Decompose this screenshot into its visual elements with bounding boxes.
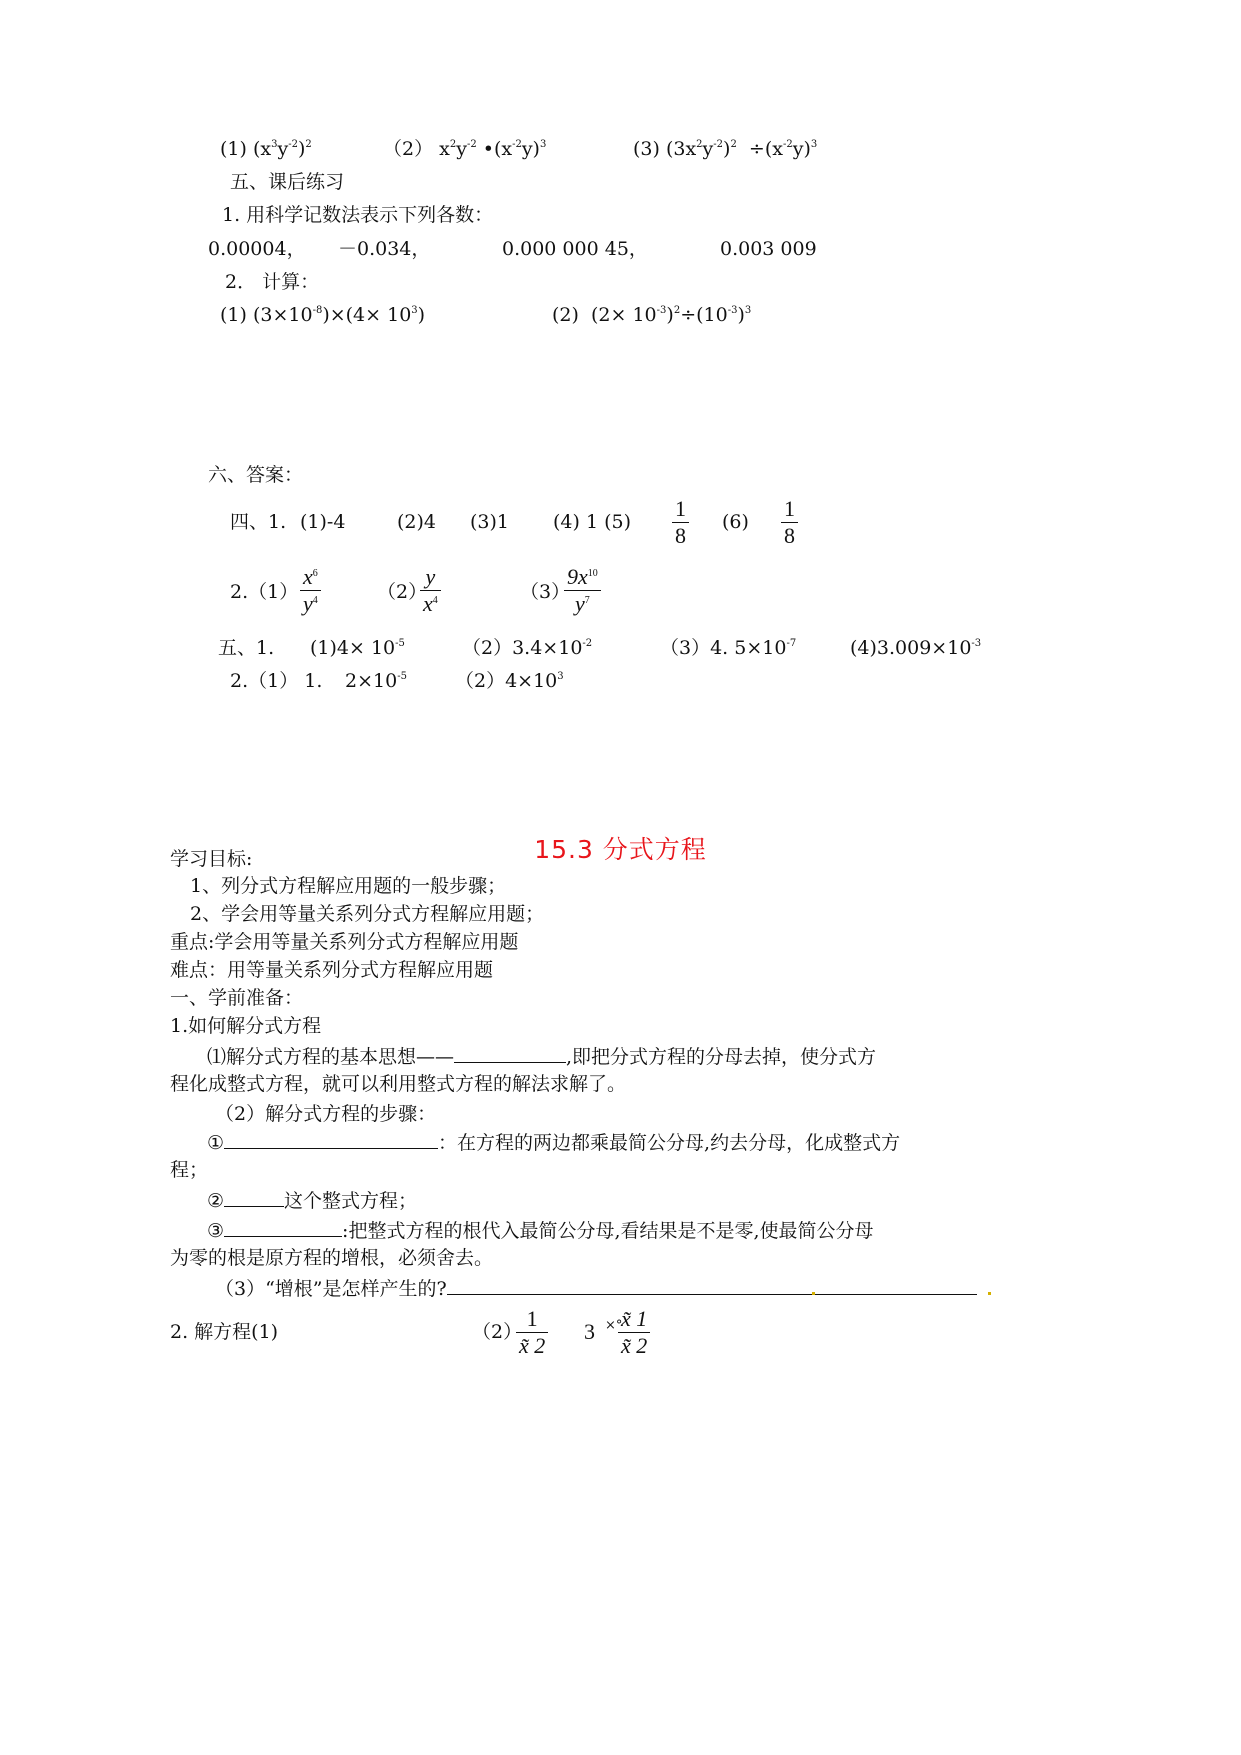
equation-operator-glyph: ×° xyxy=(605,1318,623,1333)
extraneous-root-blank[interactable] xyxy=(447,1276,977,1295)
step-3-blank[interactable] xyxy=(224,1218,342,1237)
prep-question-1: 1.如何解分式方程 xyxy=(170,1015,322,1037)
section-five-heading: 五、课后练习 xyxy=(230,171,345,193)
equation-fraction-right: $\frac{x̃ 1}{x̃ 2}$ xyxy=(618,1306,650,1359)
answer-row1-prefix: 四、1. xyxy=(230,511,287,533)
step-3-line: ③ :把整式方程的根代入最简公分母,看结果是不是零,使最简公分母 xyxy=(207,1220,874,1242)
solve-equation-1: 2. 解方程(1) xyxy=(170,1321,279,1343)
goal-1: 1、列分式方程解应用题的一般步骤； xyxy=(190,875,507,897)
yellow-mark-1 xyxy=(812,1292,815,1295)
answer-row4-a: $2\times 10^{-5}$ xyxy=(345,670,407,692)
step-3-continued: 为零的根是原方程的增根，必须舍去。 xyxy=(170,1247,494,1269)
answer-row2-b: （2） xyxy=(377,581,428,603)
answer-row4-prefix: 2.（1） 1. xyxy=(230,670,323,692)
key-point: 重点:学会用等量关系列分式方程解应用题 xyxy=(170,931,519,953)
equation-constant: 3 xyxy=(584,1319,595,1344)
answer-row3-a: $(1)4\times 10^{-5}$ xyxy=(310,637,405,659)
number-c: 0.000 000 45， xyxy=(502,238,648,260)
steps-heading: （2）解分式方程的步骤： xyxy=(215,1103,437,1125)
yellow-mark-2 xyxy=(988,1292,991,1295)
difficult-point: 难点：用等量关系列分式方程解应用题 xyxy=(170,959,494,981)
answer-row2-c: （3） xyxy=(520,581,571,603)
calc-1: (1) $(3\times 10^{-8})\times(4\times 10^3)$ xyxy=(220,304,426,326)
answer-row2-prefix: 2.（1） xyxy=(230,581,299,603)
answer-row4-b: $(2)4\times 10^3$ xyxy=(455,670,564,692)
solve-equation-2-label: （2） xyxy=(472,1321,523,1343)
fraction-x6-over-y4: $\frac{x^6}{y^4}$ xyxy=(300,564,321,617)
answer-row1-b: (2)4 xyxy=(397,511,437,533)
number-b: －0.034， xyxy=(338,238,431,260)
basic-idea-continued: 程化成整式方程，就可以利用整式方程的解法求解了。 xyxy=(170,1073,627,1095)
answers-heading: 六、答案： xyxy=(208,464,304,486)
answer-row3-d: $(4)3.009\times 10^{-3}$ xyxy=(850,637,982,659)
answer-row1-a: (1)-4 xyxy=(300,511,346,533)
prep-heading: 一、学前准备： xyxy=(170,987,304,1009)
step-2-line: ② 这个整式方程； xyxy=(207,1190,418,1212)
exercise-2-text: 2． 计算： xyxy=(225,271,320,293)
equation-fraction-left: $\frac{1}{x̃ 2}$ xyxy=(516,1306,548,1359)
fraction-one-eighth-a: $\frac{1}{8}$ xyxy=(672,496,689,549)
number-a: 0.00004， xyxy=(208,238,306,260)
step-1-blank[interactable] xyxy=(224,1130,438,1149)
step-2-blank[interactable] xyxy=(224,1188,284,1207)
exercise-1-text: 1. 用科学记数法表示下列各数： xyxy=(222,204,494,226)
number-d: 0.003 009 xyxy=(720,238,817,260)
fraction-one-eighth-b: $\frac{1}{8}$ xyxy=(781,496,798,549)
prev-problem-1: (1) $(x^3y^{-2})^2$ xyxy=(220,138,312,160)
step-1-continued: 程； xyxy=(170,1159,209,1181)
answer-row1-c: (3)1 xyxy=(470,511,510,533)
goals-heading: 学习目标: xyxy=(170,848,253,870)
extraneous-root-question: （3）“增根”是怎样产生的? xyxy=(215,1276,977,1301)
answer-row3-b: $(2)3.4\times 10^{-2}$ xyxy=(462,637,593,659)
prev-problem-3: (3) $(3x^2y^{-2})^2 \div(x^{-2}y)^3$ xyxy=(633,138,818,160)
fraction-y-over-x4: $\frac{y}{x^4}$ xyxy=(420,564,441,617)
basic-idea-blank[interactable] xyxy=(454,1044,566,1063)
fraction-9x10-over-y7: $\frac{9x^{10}}{y^7}$ xyxy=(564,564,601,617)
calc-2: (2) $(2\times 10^{-3})^2\div(10^{-3})^3$ xyxy=(552,304,752,326)
goal-2: 2、学会用等量关系列分式方程解应用题； xyxy=(190,903,545,925)
step-1-line: ① ：在方程的两边都乘最简公分母,约去分母，化成整式方 xyxy=(207,1132,901,1154)
answer-row3-c: （3）4. $5\times 10^{-7}$ xyxy=(660,637,797,659)
answer-row1-e: (6) xyxy=(722,511,749,533)
lesson-title: 15.3 分式方程 xyxy=(534,835,707,864)
answer-row1-d: (4) 1 (5) xyxy=(553,511,631,533)
prev-problem-2: （2） $x^2y^{-2}$ $•(x^{-2}y)^3$ xyxy=(383,138,547,160)
answer-row3-prefix: 五、1. xyxy=(218,637,275,659)
basic-idea-line: ⑴解分式方程的基本思想—— ,即把分式方程的分母去掉，使分式方 xyxy=(207,1046,877,1068)
